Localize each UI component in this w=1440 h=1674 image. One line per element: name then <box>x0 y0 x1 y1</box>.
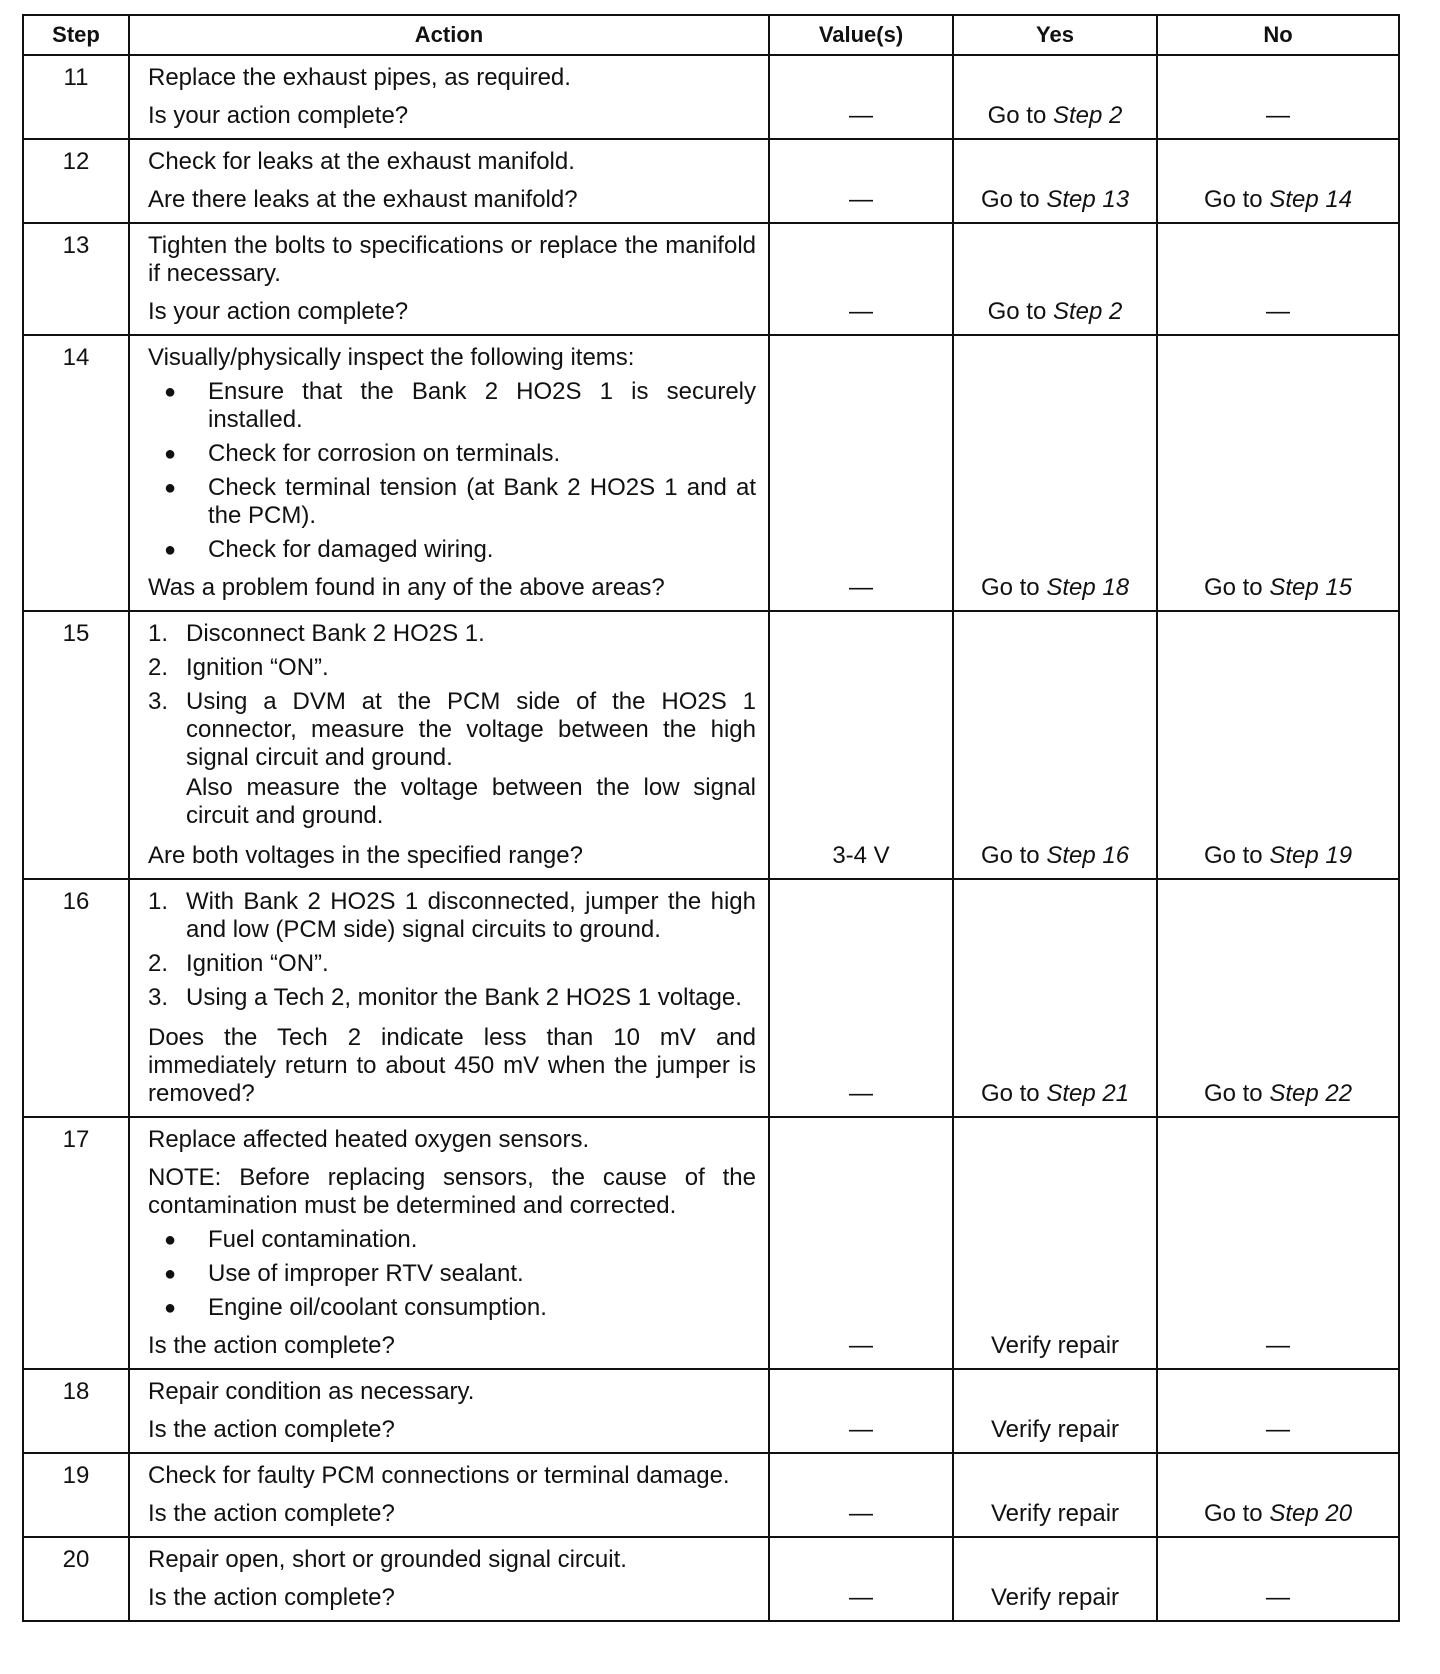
value-cell: — <box>769 1453 953 1537</box>
no-outcome-step-ref: Step 22 <box>1269 1080 1353 1107</box>
step-number: 12 <box>23 139 129 223</box>
yes-outcome-step-ref: Step 13 <box>1046 186 1130 213</box>
step-number: 11 <box>23 55 129 139</box>
step-number: 20 <box>23 1537 129 1621</box>
action-cell <box>129 611 769 879</box>
yes-outcome-prefix: Go to <box>980 186 1047 213</box>
table-row <box>23 55 1399 139</box>
yes-outcome-step-ref: Step 18 <box>1046 574 1130 601</box>
action-cell <box>129 223 769 335</box>
yes-outcome-text: Verify repair <box>990 1416 1120 1443</box>
no-outcome-text: — <box>1266 102 1290 129</box>
no-outcome <box>1157 879 1399 1117</box>
action-question: Are there leaks at the exhaust manifold? <box>148 186 578 213</box>
bullet-item: ● Use of improper RTV sealant. <box>148 1260 756 1288</box>
bullet-item: ● Check terminal tension (at Bank 2 HO2S 1 and at the PCM). <box>148 474 756 530</box>
yes-outcome <box>953 223 1157 335</box>
step-number: 14 <box>23 335 129 611</box>
yes-outcome-text: Verify repair <box>990 1500 1120 1527</box>
table-row <box>23 1369 1399 1453</box>
no-outcome <box>1157 1537 1399 1621</box>
item-text: Using a Tech 2, monitor the Bank 2 HO2S 1 voltage. <box>186 984 742 1011</box>
numbered-list <box>148 888 756 1012</box>
bullet-list <box>148 378 756 564</box>
bullet-item: ● Engine oil/coolant consumption. <box>148 1294 756 1322</box>
bullet-item: ● Fuel contamination. <box>148 1226 756 1254</box>
item-number: 1. <box>148 888 169 915</box>
no-outcome-step-ref: Step 15 <box>1269 574 1353 601</box>
yes-outcome <box>953 55 1157 139</box>
header-action: Action <box>129 15 769 55</box>
yes-outcome-step-ref: Step 2 <box>1052 298 1123 325</box>
value-cell: — <box>769 879 953 1117</box>
item-number: 1. <box>148 620 169 647</box>
no-outcome-text: — <box>1266 1416 1290 1443</box>
action-question: Is the action complete? <box>148 1416 395 1443</box>
table-row <box>23 1537 1399 1621</box>
value-cell: — <box>769 139 953 223</box>
table-row <box>23 223 1399 335</box>
action-text: Visually/physically inspect the following items: <box>148 344 635 371</box>
item-text: Disconnect Bank 2 HO2S 1. <box>186 620 485 647</box>
no-outcome-prefix: Go to <box>1203 1080 1270 1107</box>
table-row <box>23 879 1399 1117</box>
no-outcome-text: — <box>1266 1332 1290 1359</box>
action-cell <box>129 1369 769 1453</box>
bullet-item: ● Check for damaged wiring. <box>148 536 756 564</box>
no-outcome <box>1157 223 1399 335</box>
yes-outcome <box>953 335 1157 611</box>
action-text: Check for leaks at the exhaust manifold. <box>148 148 575 175</box>
table-row <box>23 335 1399 611</box>
no-outcome-step-ref: Step 20 <box>1269 1500 1353 1527</box>
table-row <box>23 1453 1399 1537</box>
yes-outcome-step-ref: Step 21 <box>1046 1080 1130 1107</box>
action-text: Replace affected heated oxygen sensors. <box>148 1126 590 1153</box>
yes-outcome <box>953 611 1157 879</box>
yes-outcome <box>953 139 1157 223</box>
value-cell: — <box>769 1537 953 1621</box>
yes-outcome-prefix: Go to <box>987 102 1053 129</box>
no-outcome <box>1157 1369 1399 1453</box>
numbered-item <box>148 688 756 830</box>
table-row <box>23 139 1399 223</box>
no-outcome <box>1157 55 1399 139</box>
action-question: Is the action complete? <box>148 1500 395 1527</box>
action-text: Repair condition as necessary. <box>148 1378 475 1405</box>
step-number: 17 <box>23 1117 129 1369</box>
no-outcome-step-ref: Step 14 <box>1269 186 1353 213</box>
no-outcome <box>1157 1117 1399 1369</box>
step-number: 15 <box>23 611 129 879</box>
yes-outcome-step-ref: Step 16 <box>1046 842 1130 869</box>
action-question: Was a problem found in any of the above areas? <box>148 574 665 601</box>
action-question: Is the action complete? <box>148 1584 395 1611</box>
bullet-list <box>148 1226 756 1322</box>
no-outcome-text: — <box>1266 1584 1290 1611</box>
action-cell <box>129 1117 769 1369</box>
item-extra-text: Also measure the voltage between the low signal circuit and ground. <box>186 774 756 829</box>
no-outcome <box>1157 139 1399 223</box>
item-number: 3. <box>148 984 169 1011</box>
yes-outcome <box>953 1117 1157 1369</box>
no-outcome-prefix: Go to <box>1203 842 1270 869</box>
item-number: 3. <box>148 688 169 715</box>
numbered-list <box>148 620 756 830</box>
value-cell: 3-4 V <box>769 611 953 879</box>
item-text: Ignition “ON”. <box>186 950 329 977</box>
item-number: 2. <box>148 950 169 977</box>
no-outcome-text: — <box>1266 298 1290 325</box>
yes-outcome <box>953 1453 1157 1537</box>
yes-outcome <box>953 879 1157 1117</box>
action-text: NOTE: Before replacing sensors, the cause of the contamination must be determined and corrected. <box>148 1164 756 1219</box>
action-cell <box>129 1537 769 1621</box>
yes-outcome-step-ref: Step 2 <box>1052 102 1123 129</box>
action-question: Are both voltages in the specified range? <box>148 842 583 869</box>
step-number: 18 <box>23 1369 129 1453</box>
table-row <box>23 1117 1399 1369</box>
action-question: Is the action complete? <box>148 1332 395 1359</box>
diagnostic-table-page <box>22 14 1400 1622</box>
numbered-item <box>148 654 756 682</box>
numbered-item <box>148 950 756 978</box>
header-step: Step <box>23 15 129 55</box>
action-text: Tighten the bolts to specifications or replace the manifold if necessary. <box>148 232 756 287</box>
action-question: Does the Tech 2 indicate less than 10 mV and immediately return to about 450 mV when the jumper is removed? <box>148 1024 756 1107</box>
bullet-item: ● Check for corrosion on terminals. <box>148 440 756 468</box>
item-text: Using a DVM at the PCM side of the HO2S 1 connector, measure the voltage between the high signal circuit and ground. <box>186 688 756 771</box>
diagnostic-table <box>22 14 1400 1622</box>
no-outcome-prefix: Go to <box>1203 186 1270 213</box>
header-yes: Yes <box>953 15 1157 55</box>
item-number: 2. <box>148 654 169 681</box>
numbered-item <box>148 620 756 648</box>
bullet-item: ● Ensure that the Bank 2 HO2S 1 is securely installed. <box>148 378 756 434</box>
header-values: Value(s) <box>769 15 953 55</box>
yes-outcome <box>953 1369 1157 1453</box>
action-text: Repair open, short or grounded signal circuit. <box>148 1546 627 1573</box>
yes-outcome <box>953 1537 1157 1621</box>
numbered-item <box>148 888 756 944</box>
no-outcome <box>1157 1453 1399 1537</box>
no-outcome-prefix: Go to <box>1203 574 1270 601</box>
no-outcome-prefix: Go to <box>1203 1500 1270 1527</box>
yes-outcome-prefix: Go to <box>980 842 1047 869</box>
table-row <box>23 611 1399 879</box>
numbered-item <box>148 984 756 1012</box>
value-cell: — <box>769 55 953 139</box>
table-header-row <box>23 15 1399 55</box>
value-cell: — <box>769 335 953 611</box>
no-outcome <box>1157 611 1399 879</box>
value-cell: — <box>769 1369 953 1453</box>
action-cell <box>129 879 769 1117</box>
action-cell <box>129 1453 769 1537</box>
step-number: 13 <box>23 223 129 335</box>
header-no: No <box>1157 15 1399 55</box>
yes-outcome-prefix: Go to <box>980 574 1047 601</box>
item-text: Ignition “ON”. <box>186 654 329 681</box>
no-outcome-step-ref: Step 19 <box>1269 842 1353 869</box>
value-cell: — <box>769 1117 953 1369</box>
action-cell <box>129 55 769 139</box>
action-cell <box>129 335 769 611</box>
step-number: 19 <box>23 1453 129 1537</box>
step-number: 16 <box>23 879 129 1117</box>
yes-outcome-prefix: Go to <box>980 1080 1047 1107</box>
item-text: With Bank 2 HO2S 1 disconnected, jumper the high and low (PCM side) signal circuits to ground. <box>186 888 756 943</box>
no-outcome <box>1157 335 1399 611</box>
yes-outcome-prefix: Go to <box>987 298 1053 325</box>
action-text: Replace the exhaust pipes, as required. <box>148 64 571 91</box>
yes-outcome-text: Verify repair <box>990 1584 1120 1611</box>
value-cell: — <box>769 223 953 335</box>
action-cell <box>129 139 769 223</box>
action-text: Check for faulty PCM connections or terminal damage. <box>148 1462 730 1489</box>
action-question: Is your action complete? <box>148 102 409 129</box>
action-question: Is your action complete? <box>148 298 409 325</box>
yes-outcome-text: Verify repair <box>990 1332 1120 1359</box>
